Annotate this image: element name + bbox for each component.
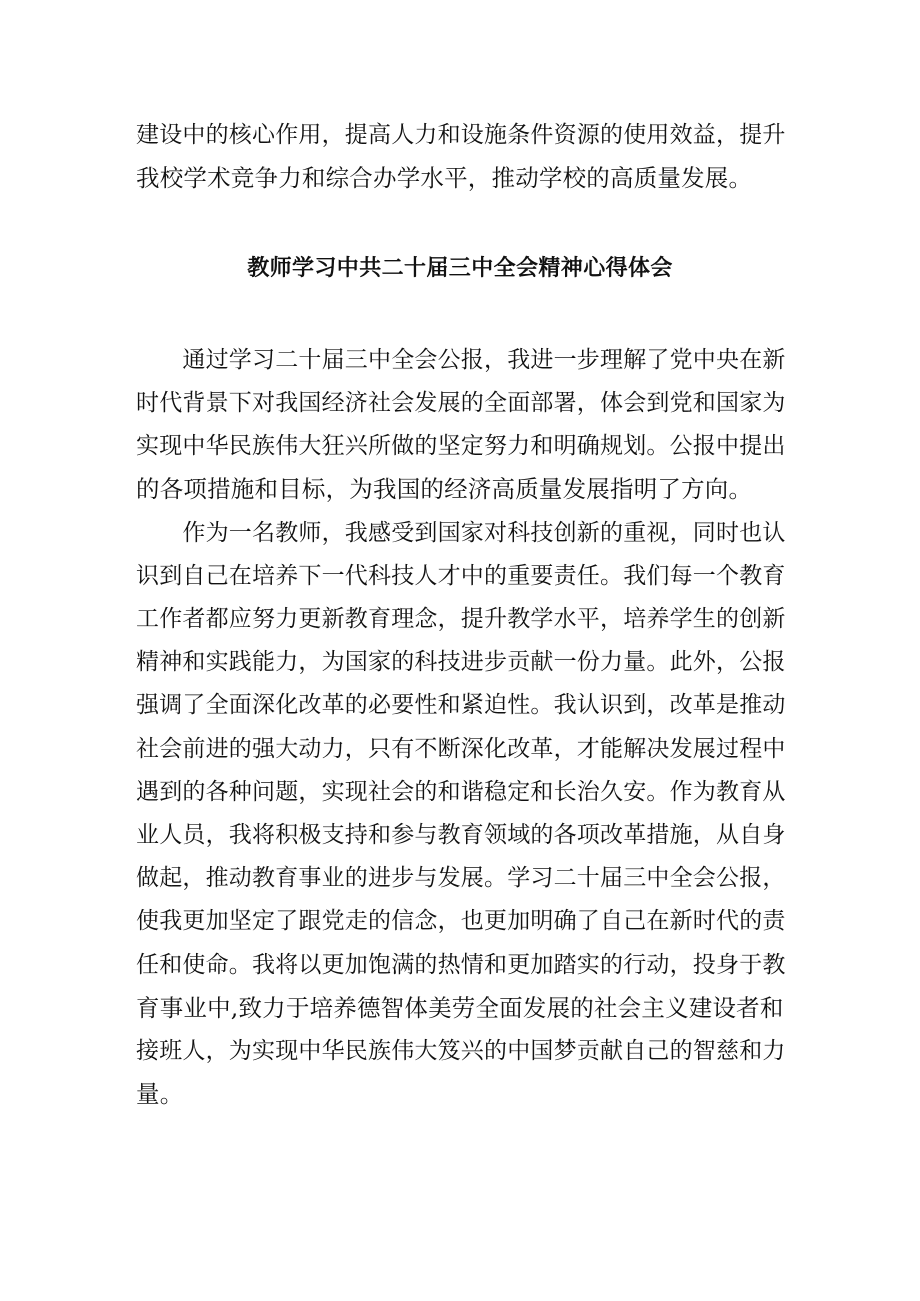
paragraph-1-line-4: 的各项措施和目标，为我国的经济高质量发展指明了方向。: [136, 475, 753, 503]
paragraph-1-line-3: 实现中华民族伟大狂兴所做的坚定努力和明确规划。公报中提出: [136, 433, 786, 459]
paragraph-2-line-10: 使我更加坚定了跟党走的信念，也更加明确了自己在新时代的责: [136, 908, 786, 934]
paragraph-1-line-2: 时代背景下对我国经济社会发展的全面部署，体会到党和国家为: [136, 390, 786, 416]
paragraph-2-line-8: 业人员，我将积极支持和参与教育领域的各项改革措施，从自身: [136, 822, 786, 848]
paragraph-1-line-1: 通过学习二十届三中全会公报，我进一步理解了党中央在新: [136, 347, 786, 373]
paragraph-2-line-12: 育事业中,致力于培养德智体美劳全面发展的社会主义建设者和: [136, 994, 784, 1022]
paragraph-2-line-5: 强调了全面深化改革的必要性和紧迫性。我认识到，改革是推动: [136, 692, 786, 718]
paragraph-2-line-2: 识到自己在培养下一代科技人才中的重要责任。我们每一个教育: [136, 563, 786, 589]
paragraph-2-line-1: 作为一名教师，我感受到国家对科技创新的重视，同时也认: [136, 520, 786, 546]
paragraph-2-line-3: 工作者都应努力更新教育理念，提升教学水平，培养学生的创新: [136, 606, 786, 632]
paragraph-2-line-7: 遇到的各种问题，实现社会的和谐稳定和长治久安。作为教育从: [136, 779, 786, 805]
paragraph-2-line-6: 社会前进的强大动力，只有不断深化改革，才能解决发展过程中: [136, 736, 786, 762]
intro-line-1: 建设中的核心作用，提高人力和设施条件资源的使用效益，提升: [136, 122, 786, 148]
paragraph-2-line-9: 做起，推动教育事业的进步与发展。学习二十届三中全会公报，: [136, 865, 786, 891]
intro-line-2: 我校学术竞争力和综合办学水平，推动学校的高质量发展。: [136, 164, 753, 192]
paragraph-2-line-4: 精神和实践能力，为国家的科技进步贡献一份力量。此外，公报: [136, 649, 786, 675]
document-title: 教师学习中共二十届三中全会精神心得体会: [247, 256, 673, 281]
paragraph-2-line-14: 量。: [136, 1080, 184, 1108]
paragraph-2-line-11: 任和使命。我将以更加饱满的热情和更加踏实的行动，投身于教: [136, 952, 786, 978]
paragraph-2-line-13: 接班人，为实现中华民族伟大笈兴的中国梦贡献自己的智慈和力: [136, 1038, 786, 1064]
